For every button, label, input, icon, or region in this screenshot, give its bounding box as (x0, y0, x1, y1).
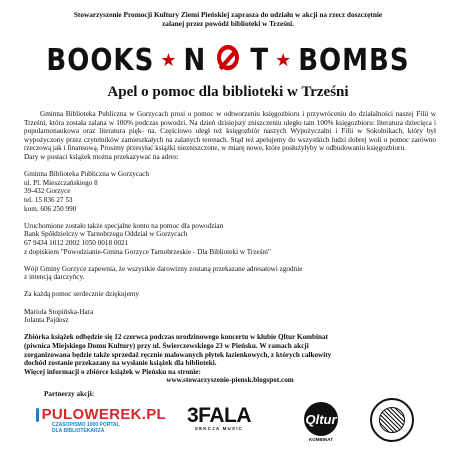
brand-letter-n: N (183, 43, 207, 79)
book-icon (36, 408, 39, 422)
notice-line: zalanej przez powódź biblioteki w Trześni. (162, 19, 294, 28)
collection-line: dochód zostanie przekazany na wysłanie książek dla biblioteki. (24, 359, 217, 368)
intro-line: działalności naszej Filii w Trześni, która została zalana w 100% podczas powodzi. Na dzień dzisiejszy (24, 110, 436, 127)
notice-line: Stowarzyszenie Promocji Kultury Ziemi Pieńskiej zaprasza do udziału w akcji na rzecz doszczętnie (73, 10, 383, 19)
intro-line: Gminna Biblioteka Publiczna w Gorzycach prosi o pomoc w odtworzeniu księgozbioru i przywróceniu do (40, 110, 357, 118)
signature-name: Jolanta Pajdosz (24, 316, 69, 325)
pulowerek-logo-text: PULOWEREK.PL (41, 406, 166, 423)
circular-seal-icon (370, 398, 416, 444)
mayor-line: z intencją darczyńcy. (24, 273, 85, 282)
collection-line: zorganizowana będzie także sprzedaż ręcznie malowanych płytek łazienkowych, z których całkowity (24, 350, 332, 359)
address-line: ul. Pl. Mieszczańskiego 8 (24, 178, 98, 187)
address-line: 39-432 Gorzyce (24, 187, 71, 196)
bank-line: Uruchomione zostało także specjalne konto na pomoc dla powodzian (24, 221, 224, 230)
address-line: Gminna Biblioteka Publiczna w Gorzycach (24, 170, 149, 179)
3fala-logo-text: 3FALA (186, 404, 251, 427)
intro-line: które posłużyłyby w odbudowaniu księgozbioru. (265, 144, 406, 153)
partners-section (24, 388, 436, 448)
appeal-body (24, 110, 436, 385)
red-star-icon: ★ (275, 49, 293, 71)
collection-line: Zbiórka książek odbędzie się 12 czerwca podczas urodzinowego koncertu w klubie Qltur Kombinat (24, 333, 329, 342)
page-title: Apel o pomoc dla biblioteki w Trześni (107, 84, 349, 100)
bank-line: z dopiskiem "Powodzianie-Gmina Gorzyce Tarnobrzeskie - Dla Biblioteki w Trześni" (24, 247, 271, 256)
mayor-line: Wójt Gminy Gorzyce zapewnia, że wszystkie darowizny zostaną przekazane adresatowi zgodnie (24, 264, 303, 273)
more-info-line: Więcej informacji o zbiórce książek w Pieńsku na stronie: (24, 367, 201, 376)
intro-line: woli o pomoc zarówno rzeczową jak i finansową. Prosimy przesyłać książki niezniszczone, w miarę nowe, (24, 135, 437, 153)
thanks-line: Za każdą pomoc serdecznie dziękujemy (24, 290, 139, 299)
bank-line: Bank Spółdzielczy w Tarnobrzegu Oddział w Gorzycach (24, 230, 188, 239)
address-line: kom. 606 250 990 (24, 204, 77, 213)
address-block (24, 170, 436, 213)
bank-account-block (24, 222, 436, 256)
website-link[interactable]: www.stowarzyszenie-piensk.blogspot.com (166, 376, 294, 385)
brand-word-books: BOOKS (46, 43, 155, 79)
books-not-bombs-logo (30, 41, 426, 81)
red-star-icon: ★ (160, 49, 178, 71)
organizer-notice (40, 10, 416, 28)
qltur-logo-text: Qltur (304, 402, 338, 436)
3fala-tagline: SEKCJA MUSIC (194, 426, 244, 431)
address-line: tel. 15 836 27 53 (24, 195, 73, 204)
pulowerek-logo (36, 406, 166, 438)
collection-announcement (24, 333, 436, 385)
pulowerek-tagline: CZASOPISMO 1000 PORTAL DLA BIBLIOTEKARZA (52, 422, 120, 434)
brand-letter-t: T (250, 43, 270, 79)
intro-line: przez czytelników zamieszkałych na zalanych terenach. Stąd też apelujemy do wszystkich ludzi dobrej (66, 135, 367, 144)
partners-label: Partnerzy akcji: (44, 390, 95, 398)
3fala-logo (174, 404, 264, 438)
signatures (24, 308, 436, 325)
intro-line: na. Częściowo uległ też księgozbiór naszych Wypożyczalni i Filii w Sokolnikach, który był wypożyczony (24, 127, 437, 144)
qltur-kombinat-logo (292, 402, 354, 440)
brand-word-not (183, 44, 269, 79)
address-intro: Dary w postaci książek można przekazywać na adres: (24, 152, 179, 161)
bank-account-number: 67 9434 1012 2002 1050 0018 0021 (24, 238, 129, 247)
brand-word-bombs: BOMBS (298, 43, 410, 79)
intro-line: zniszczeniu uległo tam 100% księgozbioru: literatura dziecięca i popularnonaukowa oraz literatura pięk- (24, 118, 436, 136)
signature-name: Mariola Stopińska-Hara (24, 307, 94, 316)
qltur-tagline: KOMBINAT (309, 437, 333, 442)
intro-paragraph (24, 110, 436, 153)
prohibition-sign-icon (217, 45, 239, 70)
collection-line: (piwnica Miejskiego Domu Kultury) przy ul. Świerczewskiego 23 w Pieńsku. W ramach akcji (24, 342, 309, 351)
mayor-statement (24, 265, 436, 282)
